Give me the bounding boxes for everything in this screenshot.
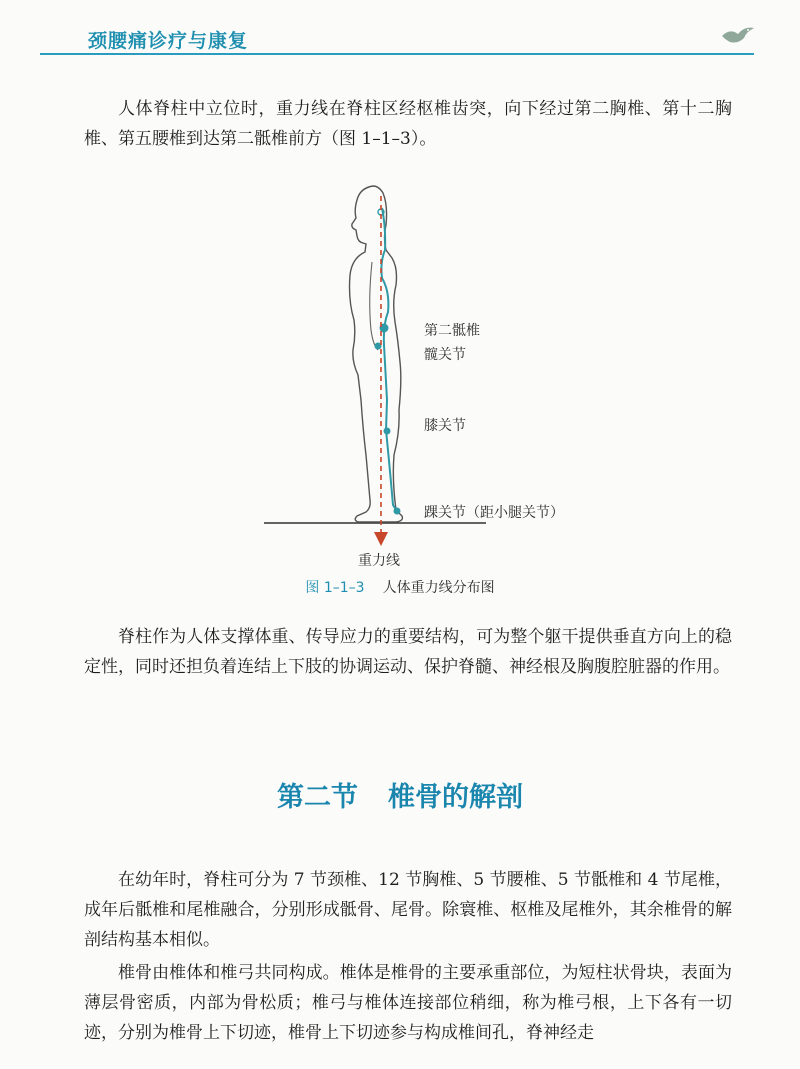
gravity-arrow-head bbox=[374, 532, 388, 546]
label-sacrum: 第二骶椎 bbox=[424, 323, 480, 339]
figure-caption-text: 人体重力线分布图 bbox=[382, 580, 495, 596]
paragraph-gravity-line: 人体脊柱中立位时，重力线在脊柱区经枢椎齿突，向下经过第二胸椎、第十二胸椎、第五腰椎到达第二骶椎前方（图 1–1–3）。 bbox=[84, 99, 732, 149]
paragraph-spine-function: 脊柱作为人体支撑体重、传导应力的重要结构，可为整个躯干提供垂直方向上的稳定性，同时还担负着连结上下肢的协调运动、保护脊髓、神经根及胸腹腔脏器的作用。 bbox=[84, 627, 732, 677]
paragraph-vertebra-count: 在幼年时，脊柱可分为 7 节颈椎、12 节胸椎、5 节腰椎、5 节骶椎和 4 节尾椎，成年后骶椎和尾椎融合，分别形成骶骨、尾骨。除寰椎、枢椎及尾椎外，其余椎骨的解剖结构基本相似。 bbox=[84, 870, 732, 950]
section-number: 第二节 bbox=[277, 782, 358, 813]
body-outline bbox=[350, 186, 403, 522]
paragraph-vertebra-structure: 椎骨由椎体和椎弓共同构成。椎体是椎骨的主要承重部位，为短柱状骨块，表面为薄层骨密质，内部为骨松质；椎弓与椎体连接部位稍细，称为椎弓根，上下各有一切迹，分别为椎骨上下切迹，椎骨上下切迹参与构成椎间孔，脊神经走 bbox=[84, 963, 732, 1043]
section-title: 椎骨的解剖 bbox=[388, 782, 523, 813]
label-ankle: 踝关节（距小腿关节） bbox=[424, 505, 564, 521]
ankle-dot bbox=[394, 508, 401, 515]
label-knee: 膝关节 bbox=[424, 418, 466, 434]
section-heading bbox=[0, 775, 800, 814]
spine-curve bbox=[381, 208, 398, 513]
figure-caption-number: 图 1–1–3 bbox=[305, 580, 365, 596]
knee-dot bbox=[384, 428, 391, 435]
label-gravity-line: 重力线 bbox=[358, 553, 400, 569]
running-header-title: 颈腰痛诊疗与康复 bbox=[88, 30, 249, 52]
figure-caption bbox=[0, 577, 800, 597]
label-hip: 髋关节 bbox=[424, 347, 466, 363]
arm-outline bbox=[370, 262, 378, 350]
